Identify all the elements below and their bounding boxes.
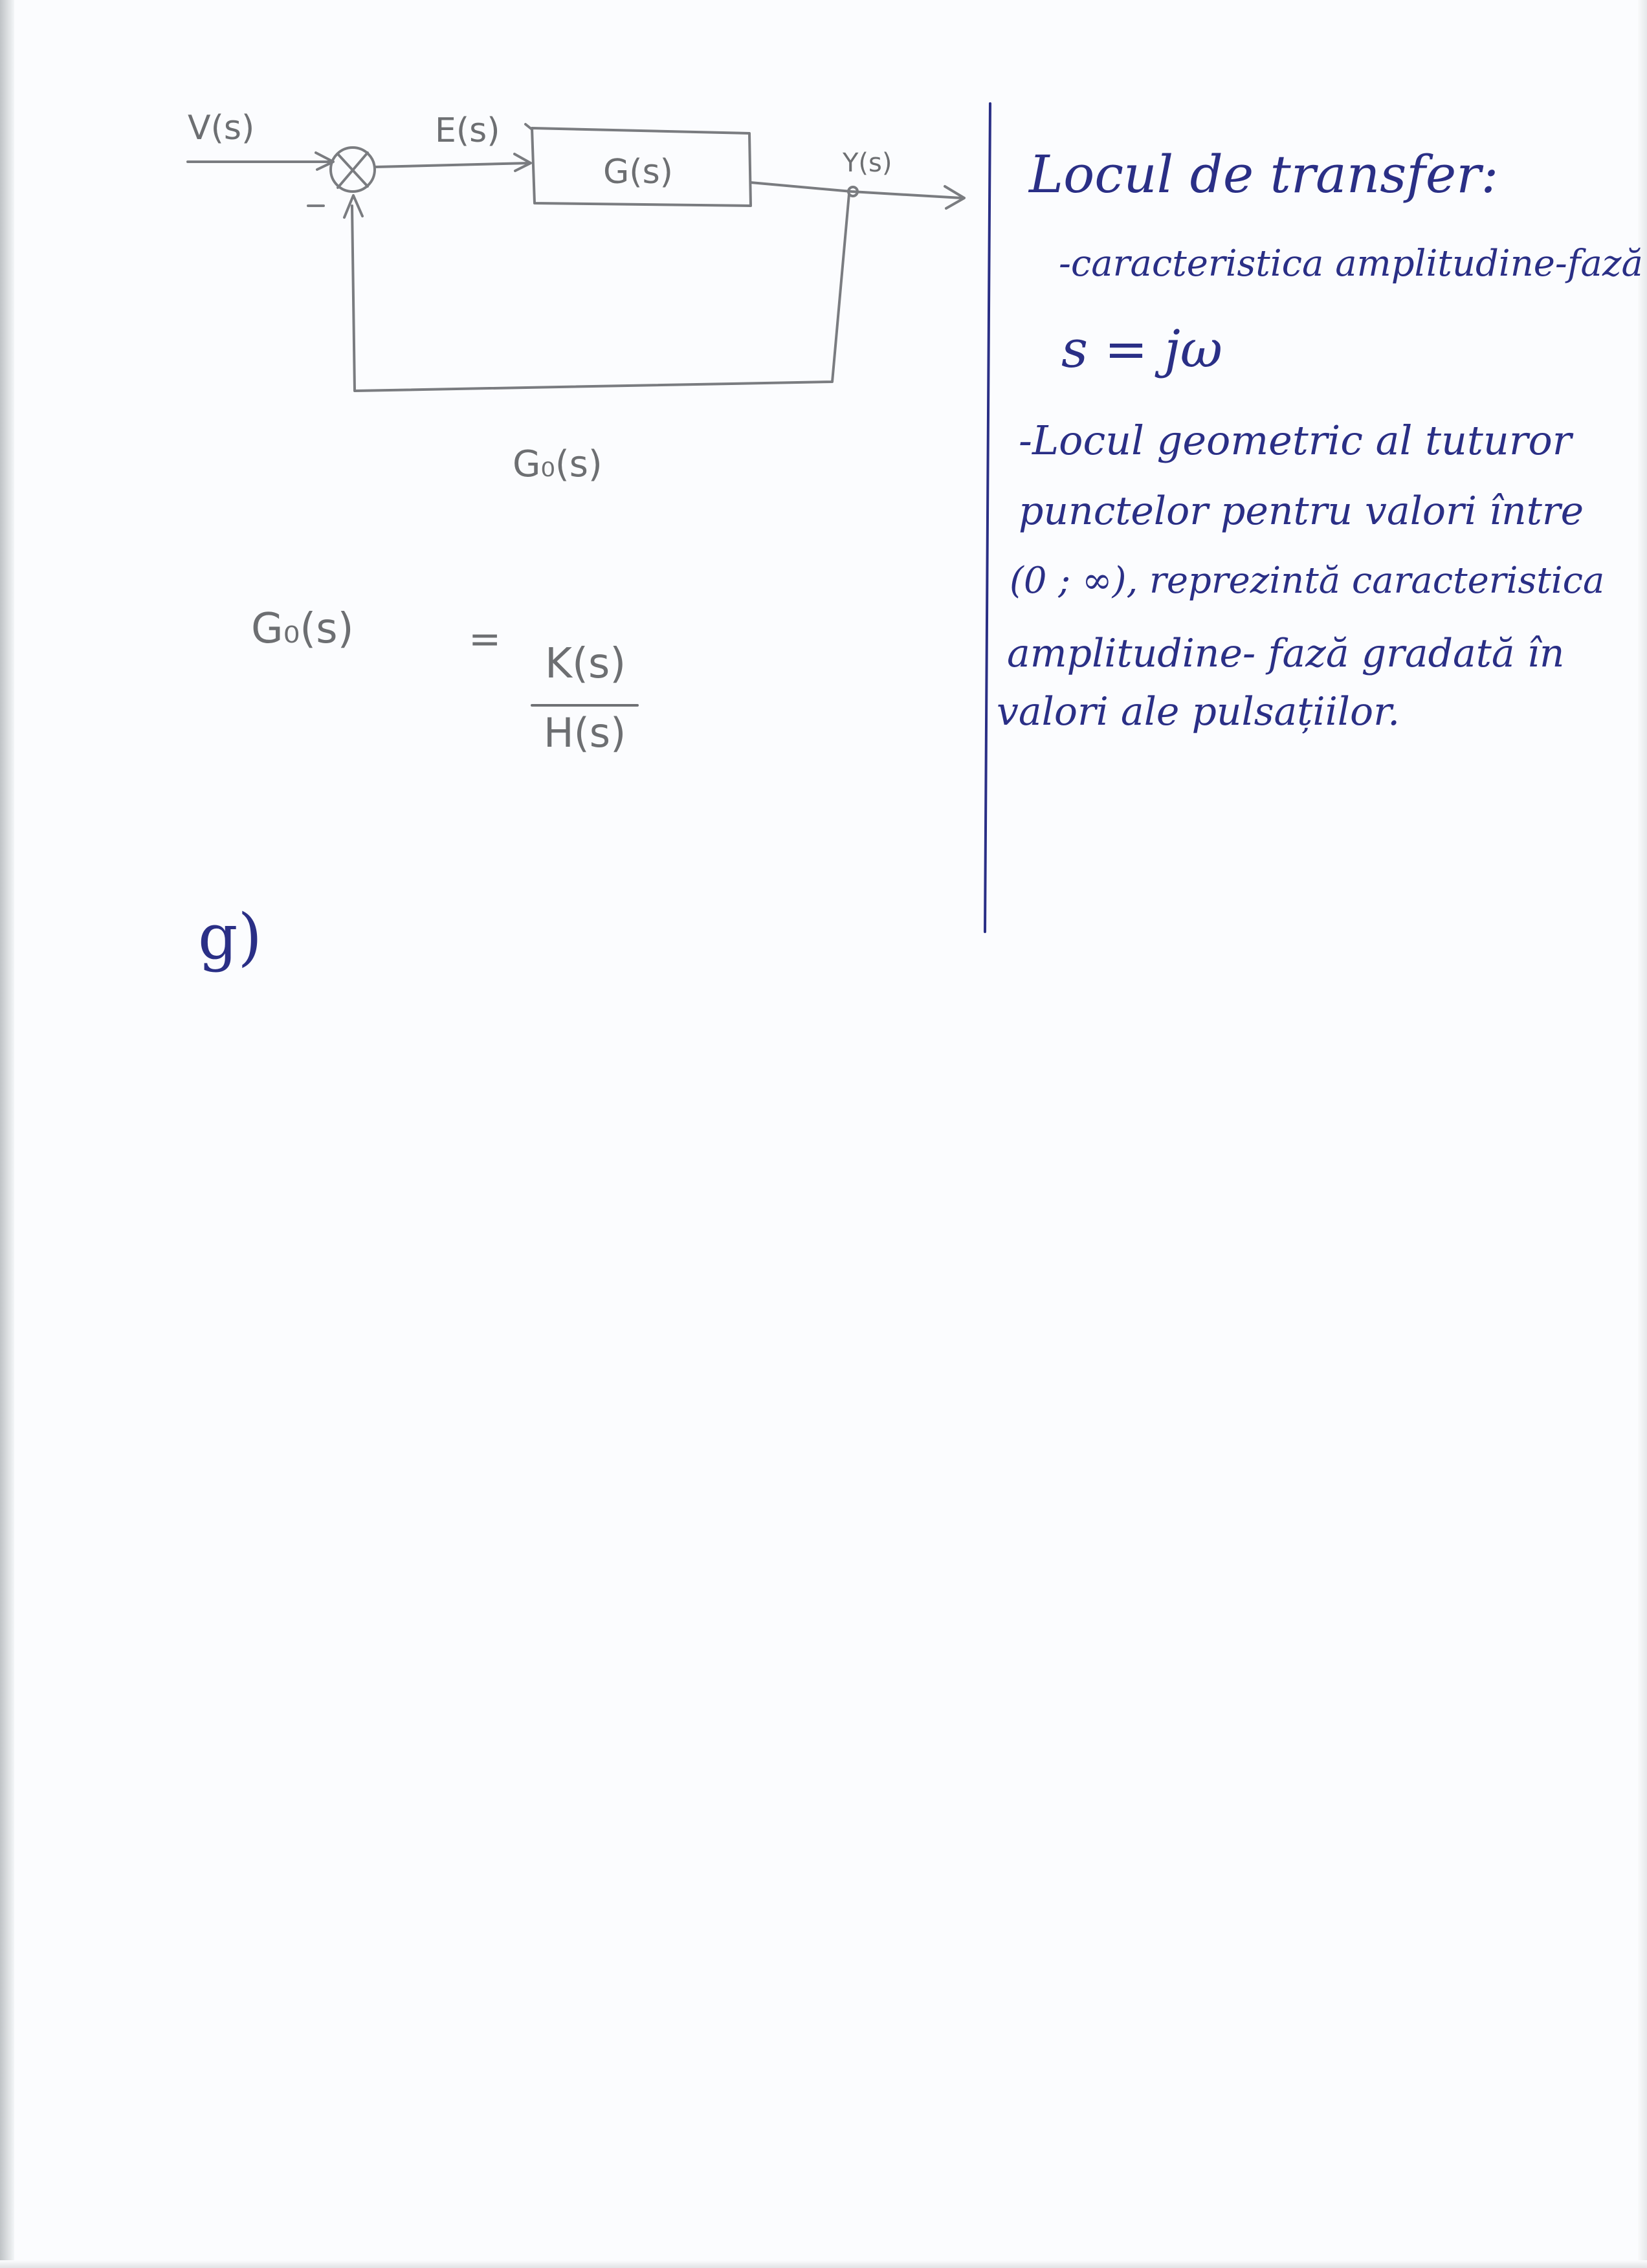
formula-lhs: G₀(s) <box>251 605 354 653</box>
notes-line-4: amplitudine- fază gradată în <box>1007 631 1565 676</box>
error-arrow-line <box>375 163 529 167</box>
section-marker: g) <box>198 901 262 973</box>
feedback-path <box>352 194 849 391</box>
vertical-separator <box>985 104 990 932</box>
formula-denominator: H(s) <box>544 709 626 756</box>
notes-line-2: punctelor pentru valori între <box>1019 489 1584 534</box>
g-block-edge-left <box>525 124 532 129</box>
notes-subtitle: -caracteristica amplitudine-fază <box>1059 243 1643 285</box>
notes-line-3: (0 ; ∞), reprezintă caracteristica <box>1010 560 1605 602</box>
notes-line-1: -Locul geometric al tuturor <box>1019 417 1572 464</box>
formula-equals: = <box>469 617 502 662</box>
formula-numerator: K(s) <box>545 640 626 688</box>
summing-junction-cross <box>338 153 368 188</box>
output-label: Y(s) <box>843 148 892 178</box>
block-label: G(s) <box>603 153 673 192</box>
input-label: V(s) <box>188 109 255 148</box>
closed-loop-label: G₀(s) <box>513 443 602 485</box>
error-label: E(s) <box>435 111 500 150</box>
notes-title: Locul de transfer: <box>1029 144 1499 204</box>
notes-substitution: s = jω <box>1061 319 1222 379</box>
notes-line-5: valori ale pulsațiilor. <box>997 689 1400 734</box>
